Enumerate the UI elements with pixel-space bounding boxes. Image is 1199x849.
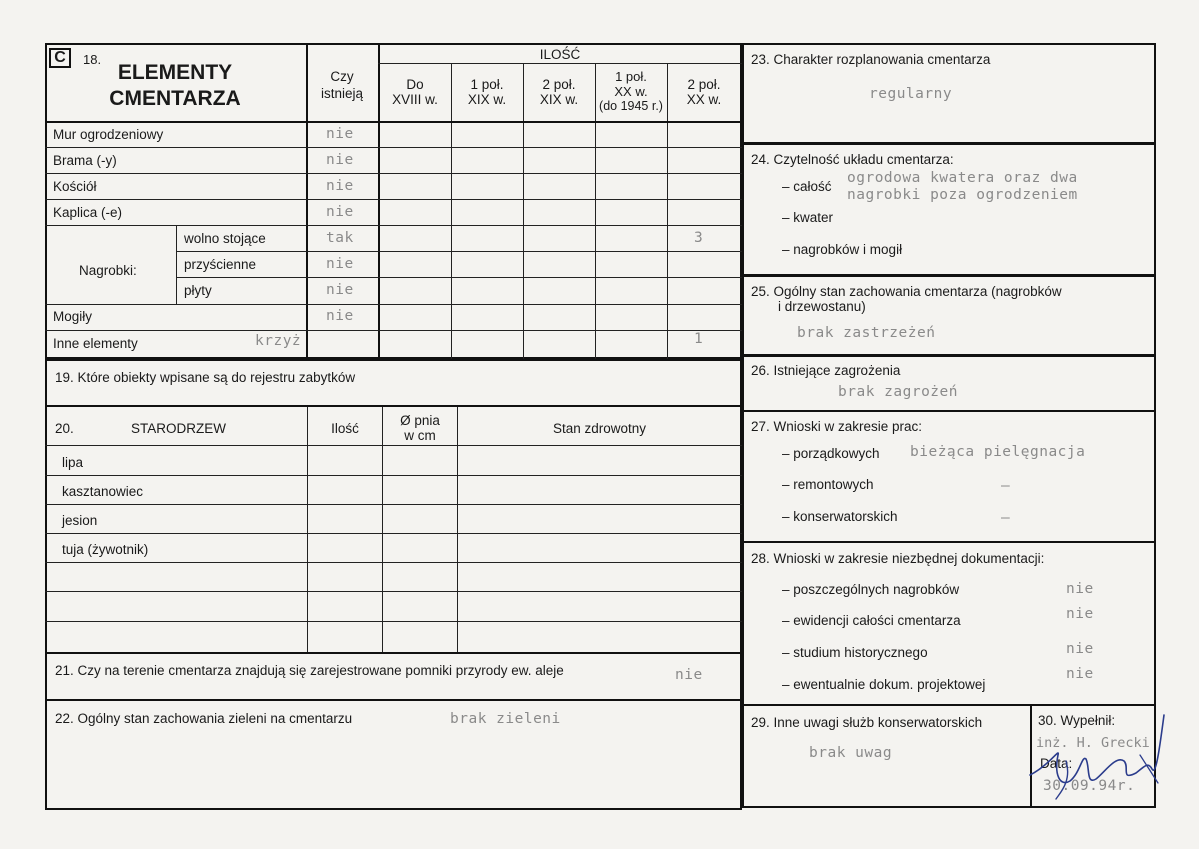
period-header-4: 1 poł. XX w. (do 1945 r.) [599, 69, 663, 113]
section-20-number: 20. [55, 421, 74, 436]
handwritten-signature [1020, 695, 1180, 805]
section-29-label: 29. Inne uwagi służb konserwatorskich [751, 715, 983, 730]
divider [45, 591, 742, 592]
row-label-gravestones: Nagrobki: [79, 263, 137, 278]
divider [45, 562, 742, 563]
section-23-label: 23. Charakter rozplanowania cmentarza [751, 52, 991, 67]
row-label-gate: Brama (-y) [53, 153, 117, 168]
row-label-mounds: Mogiły [53, 309, 93, 324]
period-header-2: 1 poł. XIX w. [467, 77, 507, 107]
section-25-label-1: 25. Ogólny stan zachowania cmentarza (nagrobków [751, 284, 1062, 299]
section-24-whole-label: – całość [782, 179, 832, 194]
section-27-repair-label: – remontowych [782, 477, 874, 492]
section-28-item-2-label: – ewidencji całości cmentarza [782, 613, 961, 628]
divider [45, 621, 742, 622]
section-27-conservation-label: – konserwatorskich [782, 509, 898, 524]
exists-value-freestanding: tak [326, 230, 354, 246]
section-30-date: 30.09.94r. [1043, 778, 1136, 794]
quantity-header: ILOŚĆ [539, 47, 581, 62]
section-24-label: 24. Czytelność układu cmentarza: [751, 152, 954, 167]
section-25-value: brak zastrzeżeń [797, 325, 936, 341]
tree-ash: jesion [62, 513, 98, 528]
divider [45, 504, 742, 505]
other-elements-value: krzyż [255, 333, 302, 349]
section-20-title: STARODRZEW [131, 421, 226, 436]
divider [176, 251, 742, 252]
qty-freestanding-2nd-half-20c: 3 [694, 230, 704, 246]
period-header-1: Do XVIII w. [392, 77, 438, 107]
section-21-value: nie [675, 667, 703, 683]
section-28-item-4-value: nie [1066, 666, 1094, 682]
divider [45, 533, 742, 534]
divider [45, 199, 742, 200]
section-24-graves-label: – nagrobków i mogił [782, 242, 903, 257]
divider [45, 121, 742, 123]
section-25-label-2: i drzewostanu) [778, 299, 866, 314]
divider [667, 63, 668, 359]
section-28-item-4-label: – ewentualnie dokum. projektowej [782, 677, 986, 692]
row-label-other: Inne elementy [53, 336, 138, 351]
section-30-name: inż. H. Grecki [1036, 735, 1150, 751]
divider [378, 63, 742, 64]
divider [45, 147, 742, 148]
tree-health-header: Stan zdrowotny [552, 421, 647, 436]
section-27-order-value: bieżąca pielęgnacja [910, 444, 1086, 460]
section-30-date-label: Data: [1040, 756, 1073, 771]
row-label-church: Kościół [53, 179, 97, 194]
section-22-value: brak zieleni [450, 711, 561, 727]
divider [45, 475, 742, 476]
divider [45, 330, 742, 331]
section-28-label: 28. Wnioski w zakresie niezbędnej dokumentacji: [751, 551, 1045, 566]
section-27-repair-value: – [1001, 478, 1011, 494]
period-header-5: 2 poł. XX w. [686, 77, 722, 107]
section-28-item-3-label: – studium historycznego [782, 645, 928, 660]
exists-header: Czy istnieją [320, 69, 364, 101]
section-28-item-1-value: nie [1066, 581, 1094, 597]
divider [45, 445, 742, 446]
tree-thuja: tuja (żywotnik) [62, 542, 149, 557]
section-19-label: 19. Które obiekty wpisane są do rejestru zabytków [55, 370, 356, 385]
tree-chestnut: kasztanowiec [62, 484, 144, 499]
section-18-title-1: ELEMENTY [117, 61, 233, 84]
section-30-label: 30. Wypełnił: [1038, 713, 1116, 728]
section-28-item-3-value: nie [1066, 641, 1094, 657]
tree-trunk-header: Ø pnia w cm [400, 413, 440, 443]
tree-qty-header: Ilość [331, 421, 359, 436]
exists-value-church: nie [326, 178, 354, 194]
divider [45, 304, 742, 305]
section-18-number: 18. [83, 52, 102, 67]
divider [307, 407, 308, 652]
divider [45, 225, 742, 226]
section-24-quarters-label: – kwater [782, 210, 834, 225]
section-24-whole-value-1: ogrodowa kwatera oraz dwa [847, 170, 1078, 186]
section-27-label: 27. Wnioski w zakresie prac: [751, 419, 923, 434]
exists-value-gate: nie [326, 152, 354, 168]
section-letter-box: C [49, 48, 71, 68]
section-21-label: 21. Czy na terenie cmentarza znajdują się zarejestrowane pomniki przyrody ew. aleje [55, 663, 564, 678]
section-23-value: regularny [869, 86, 953, 102]
divider [306, 43, 308, 359]
row-label-slabs: płyty [184, 283, 212, 298]
divider [457, 407, 458, 652]
row-label-chapel: Kaplica (-e) [53, 205, 123, 220]
period-header-3: 2 poł. XIX w. [539, 77, 579, 107]
divider [176, 277, 742, 278]
row-label-wall: Mur ogrodzeniowy [53, 127, 164, 142]
tree-lime: lipa [62, 455, 84, 470]
section-22-label: 22. Ogólny stan zachowania zieleni na cmentarzu [55, 711, 353, 726]
exists-value-mounds: nie [326, 308, 354, 324]
divider [523, 63, 524, 359]
divider [382, 407, 383, 652]
divider [45, 173, 742, 174]
exists-value-wall-mounted: nie [326, 256, 354, 272]
qty-other-2nd-half-20c: 1 [694, 331, 704, 347]
section-29-value: brak uwag [809, 745, 893, 761]
divider [176, 226, 177, 304]
section-26-value: brak zagrożeń [838, 384, 958, 400]
section-26-label: 26. Istniejące zagrożenia [751, 363, 901, 378]
row-label-wall-mounted: przyścienne [184, 257, 257, 272]
exists-value-slabs: nie [326, 282, 354, 298]
exists-value-wall: nie [326, 126, 354, 142]
exists-value-chapel: nie [326, 204, 354, 220]
row-label-freestanding: wolno stojące [184, 231, 266, 246]
section-27-conservation-value: – [1001, 510, 1011, 526]
section-28-item-2-value: nie [1066, 606, 1094, 622]
section-27-order-label: – porządkowych [782, 446, 880, 461]
section-18-title-2: CMENTARZA [109, 87, 241, 110]
divider [451, 63, 452, 359]
section-28-item-1-label: – poszczególnych nagrobków [782, 582, 960, 597]
section-24-whole-value-2: nagrobki poza ogrodzeniem [847, 187, 1078, 203]
